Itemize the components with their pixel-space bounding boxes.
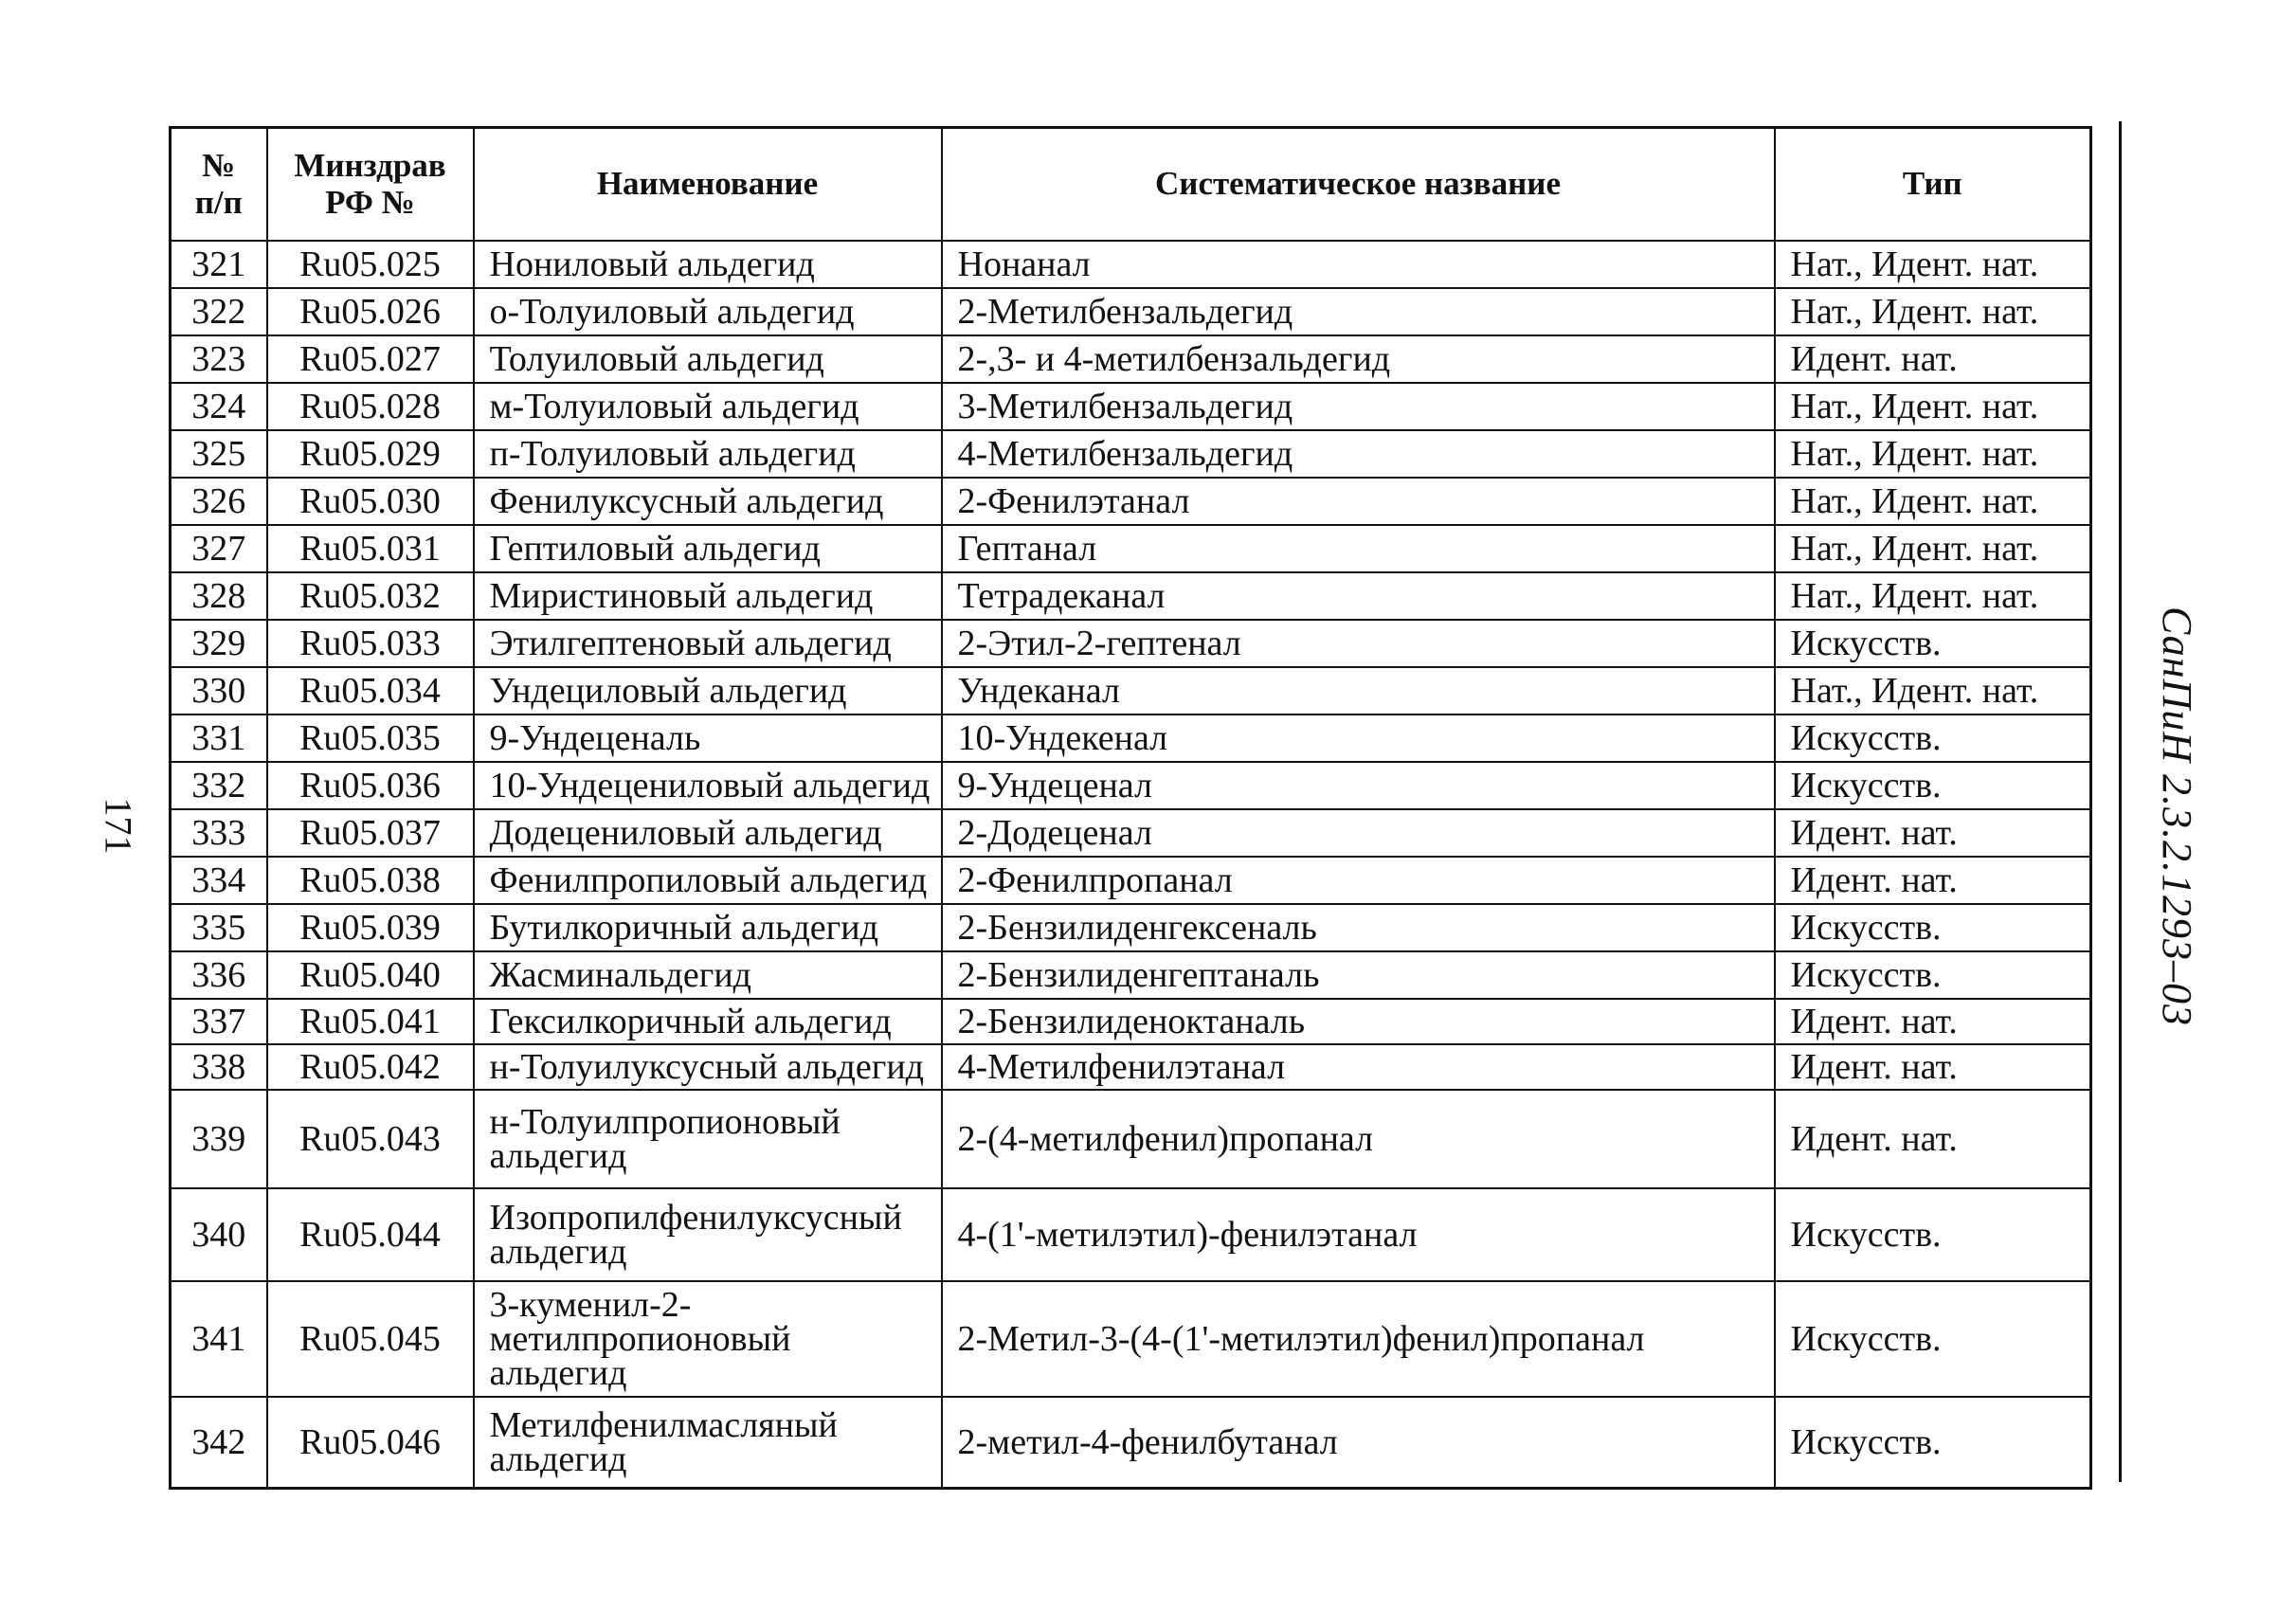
cell-num: 333 (171, 809, 267, 857)
cell-name: Миристиновый альдегид (474, 572, 942, 620)
cell-name: Гексилкоричный альдегид (474, 999, 942, 1044)
table-row (171, 715, 2091, 762)
cell-name: 9-Ундеценаль (474, 715, 942, 762)
cell-code: Ru05.041 (267, 999, 474, 1044)
cell-code: Ru05.036 (267, 762, 474, 809)
cell-num: 327 (171, 525, 267, 572)
cell-name: Этилгептеновый альдегид (474, 620, 942, 667)
cell-type: Искусств. (1775, 762, 2091, 809)
cell-code: Ru05.044 (267, 1188, 474, 1281)
cell-systematic: 10-Ундекенал (942, 715, 1775, 762)
cell-num: 329 (171, 620, 267, 667)
cell-num: 332 (171, 762, 267, 809)
cell-systematic: 9-Ундеценал (942, 762, 1775, 809)
cell-code: Ru05.042 (267, 1044, 474, 1090)
cell-systematic: 2-Бензилиденоктаналь (942, 999, 1775, 1044)
table-row (171, 999, 2091, 1044)
cell-systematic: 2-Бензилиденгексеналь (942, 904, 1775, 951)
cell-name: н-Толуилуксусный альдегид (474, 1044, 942, 1090)
cell-num: 337 (171, 999, 267, 1044)
table-row (171, 288, 2091, 335)
cell-type: Искусств. (1775, 951, 2091, 999)
cell-num: 325 (171, 430, 267, 478)
header-code: Минздрав РФ № (267, 128, 474, 242)
cell-systematic: 2-(4-метилфенил)пропанал (942, 1090, 1775, 1188)
cell-type: Нат., Идент. нат. (1775, 667, 2091, 715)
cell-num: 335 (171, 904, 267, 951)
page-number: 171 (97, 797, 140, 855)
cell-num: 339 (171, 1090, 267, 1188)
table-row (171, 525, 2091, 572)
cell-type: Идент. нат. (1775, 1090, 2091, 1188)
cell-num: 338 (171, 1044, 267, 1090)
table-row (171, 1044, 2091, 1090)
cell-systematic: 2-Метил-3-(4-(1'-метилэтил)фенил)пропанал (942, 1281, 1775, 1397)
cell-name: н-Толуилпропионовый альдегид (474, 1090, 942, 1188)
cell-type: Искусств. (1775, 904, 2091, 951)
cell-type: Искусств. (1775, 1281, 2091, 1397)
cell-code: Ru05.045 (267, 1281, 474, 1397)
cell-code: Ru05.032 (267, 572, 474, 620)
cell-num: 341 (171, 1281, 267, 1397)
cell-name: Бутилкоричный альдегид (474, 904, 942, 951)
cell-name: м-Толуиловый альдегид (474, 383, 942, 430)
document-side-title: СанПиН 2.3.2.1293–03 (2154, 606, 2200, 1027)
cell-num: 331 (171, 715, 267, 762)
cell-code: Ru05.025 (267, 241, 474, 288)
cell-systematic: 2-Бензилиденгептаналь (942, 951, 1775, 999)
cell-name: 3-куменил-2-метилпропионовый альдегид (474, 1281, 942, 1397)
cell-systematic: Нонанал (942, 241, 1775, 288)
cell-name: 10-Ундецениловый альдегид (474, 762, 942, 809)
cell-type: Нат., Идент. нат. (1775, 478, 2091, 525)
header-systematic: Систематическое название (942, 128, 1775, 242)
cell-code: Ru05.029 (267, 430, 474, 478)
cell-num: 326 (171, 478, 267, 525)
aldehyde-table (169, 126, 2092, 1490)
cell-code: Ru05.043 (267, 1090, 474, 1188)
cell-systematic: 2-,3- и 4-метилбензальдегид (942, 335, 1775, 383)
cell-code: Ru05.046 (267, 1397, 474, 1488)
table-row (171, 383, 2091, 430)
cell-type: Нат., Идент. нат. (1775, 525, 2091, 572)
table-row (171, 809, 2091, 857)
cell-type: Нат., Идент. нат. (1775, 383, 2091, 430)
table-row (171, 667, 2091, 715)
cell-type: Искусств. (1775, 1397, 2091, 1488)
cell-name: п-Толуиловый альдегид (474, 430, 942, 478)
margin-rule (2119, 121, 2122, 1482)
cell-name: Фенилпропиловый альдегид (474, 857, 942, 904)
cell-num: 342 (171, 1397, 267, 1488)
cell-num: 340 (171, 1188, 267, 1281)
cell-systematic: 2-метил-4-фенилбутанал (942, 1397, 1775, 1488)
table-row (171, 1281, 2091, 1397)
cell-systematic: 2-Додеценал (942, 809, 1775, 857)
cell-code: Ru05.026 (267, 288, 474, 335)
cell-num: 330 (171, 667, 267, 715)
cell-name: Ундециловый альдегид (474, 667, 942, 715)
cell-code: Ru05.030 (267, 478, 474, 525)
cell-name: Додецениловый альдегид (474, 809, 942, 857)
cell-num: 336 (171, 951, 267, 999)
table-row (171, 1397, 2091, 1488)
cell-type: Идент. нат. (1775, 809, 2091, 857)
cell-code: Ru05.037 (267, 809, 474, 857)
cell-name: о-Толуиловый альдегид (474, 288, 942, 335)
cell-name: Толуиловый альдегид (474, 335, 942, 383)
cell-type: Искусств. (1775, 620, 2091, 667)
table-row (171, 904, 2091, 951)
table-row (171, 430, 2091, 478)
cell-name: Фенилуксусный альдегид (474, 478, 942, 525)
header-num: № п/п (171, 128, 267, 242)
cell-code: Ru05.027 (267, 335, 474, 383)
cell-code: Ru05.031 (267, 525, 474, 572)
cell-type: Идент. нат. (1775, 1044, 2091, 1090)
table-row (171, 478, 2091, 525)
cell-systematic: 2-Фенилпропанал (942, 857, 1775, 904)
cell-code: Ru05.035 (267, 715, 474, 762)
table-header-row (171, 128, 2091, 242)
cell-type: Нат., Идент. нат. (1775, 288, 2091, 335)
cell-code: Ru05.040 (267, 951, 474, 999)
cell-systematic: 4-(1'-метилэтил)-фенилэтанал (942, 1188, 1775, 1281)
cell-type: Искусств. (1775, 715, 2091, 762)
cell-name: Метилфенилмасляный альдегид (474, 1397, 942, 1488)
cell-type: Нат., Идент. нат. (1775, 430, 2091, 478)
cell-systematic: 2-Этил-2-гептенал (942, 620, 1775, 667)
cell-code: Ru05.028 (267, 383, 474, 430)
cell-type: Искусств. (1775, 1188, 2091, 1281)
cell-systematic: 2-Фенилэтанал (942, 478, 1775, 525)
cell-name: Жасминальдегид (474, 951, 942, 999)
cell-type: Идент. нат. (1775, 335, 2091, 383)
cell-systematic: 4-Метилфенилэтанал (942, 1044, 1775, 1090)
cell-systematic: Тетрадеканал (942, 572, 1775, 620)
cell-type: Идент. нат. (1775, 999, 2091, 1044)
cell-name: Изопропилфенилуксусный альдегид (474, 1188, 942, 1281)
cell-code: Ru05.039 (267, 904, 474, 951)
cell-systematic: 2-Метилбензальдегид (942, 288, 1775, 335)
cell-code: Ru05.033 (267, 620, 474, 667)
cell-type: Нат., Идент. нат. (1775, 241, 2091, 288)
cell-code: Ru05.034 (267, 667, 474, 715)
table-row (171, 335, 2091, 383)
table-row (171, 857, 2091, 904)
cell-num: 334 (171, 857, 267, 904)
header-name: Наименование (474, 128, 942, 242)
table-row (171, 1090, 2091, 1188)
table-row (171, 241, 2091, 288)
cell-num: 322 (171, 288, 267, 335)
table-row (171, 762, 2091, 809)
cell-num: 321 (171, 241, 267, 288)
cell-num: 324 (171, 383, 267, 430)
cell-systematic: Гептанал (942, 525, 1775, 572)
cell-name: Гептиловый альдегид (474, 525, 942, 572)
table-row (171, 620, 2091, 667)
cell-systematic: 4-Метилбензальдегид (942, 430, 1775, 478)
cell-num: 323 (171, 335, 267, 383)
cell-systematic: Ундеканал (942, 667, 1775, 715)
header-type: Тип (1775, 128, 2091, 242)
table-row (171, 572, 2091, 620)
table-row (171, 1188, 2091, 1281)
cell-type: Идент. нат. (1775, 857, 2091, 904)
cell-name: Нониловый альдегид (474, 241, 942, 288)
cell-num: 328 (171, 572, 267, 620)
cell-code: Ru05.038 (267, 857, 474, 904)
cell-type: Нат., Идент. нат. (1775, 572, 2091, 620)
table-row (171, 951, 2091, 999)
cell-systematic: 3-Метилбензальдегид (942, 383, 1775, 430)
